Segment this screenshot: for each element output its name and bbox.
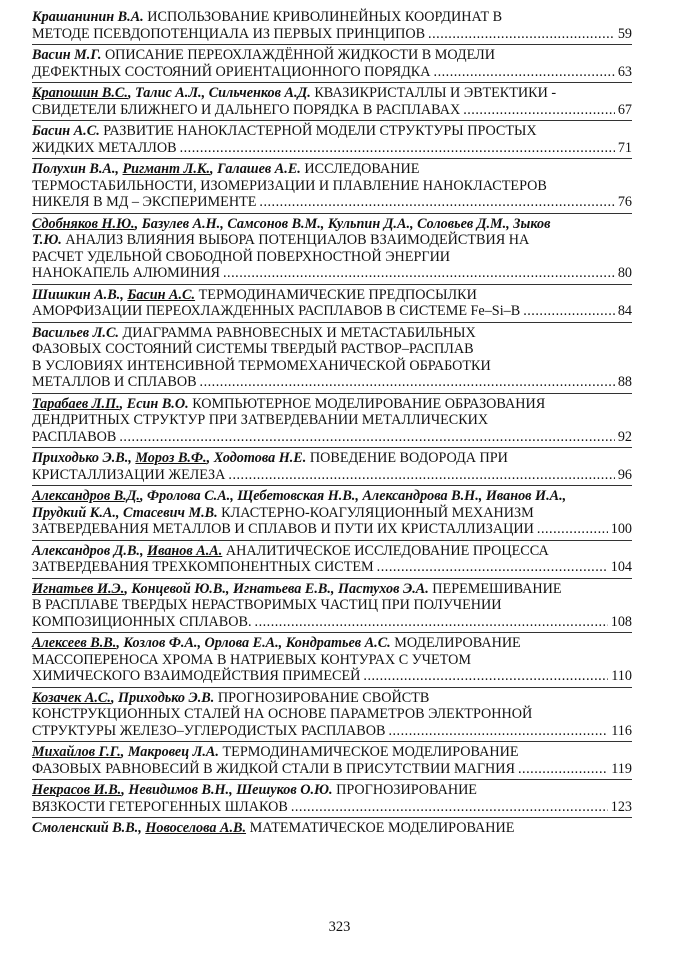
entry-page-number: 104: [610, 559, 632, 575]
article-title: ДЕНДРИТНЫХ СТРУКТУР ПРИ ЗАТВЕРДЕВАНИИ МЕТАЛЛИЧЕСКИХ: [32, 412, 489, 428]
toc-text: [32, 581, 562, 598]
toc-text: [32, 652, 471, 669]
author-name: Тарабаев Л.П.: [32, 395, 120, 412]
toc-text: [32, 690, 429, 707]
author-name: Смоленский В.В.,: [32, 820, 146, 836]
entry-page-number: 100: [610, 521, 632, 537]
toc-line: [32, 761, 632, 778]
toc-line: [32, 597, 632, 614]
toc-text: [32, 161, 419, 178]
author-name: , Базулев А.Н., Самсонов В.М., Кульпин Д.А., Соловьев Д.М., Зыков: [134, 215, 551, 232]
toc-line: [32, 287, 632, 304]
toc-text: [32, 287, 477, 304]
leader-dots: [223, 265, 615, 282]
toc-line: [32, 559, 632, 576]
toc-line: [32, 358, 632, 375]
entry-page-number: 119: [611, 760, 632, 777]
article-title: ИССЛЕДОВАНИЕ: [300, 161, 420, 177]
author-name: Иванов А.А.: [147, 542, 223, 559]
toc-line: [32, 303, 632, 320]
leader-dots: [377, 559, 608, 576]
toc-line: [32, 505, 632, 522]
author-name: , Невидимов В.Н., Шешуков О.Ю.: [121, 782, 333, 798]
author-name: Крашанинин В.А.: [32, 9, 144, 25]
leader-dots: [259, 194, 614, 211]
toc-text: [32, 140, 177, 157]
toc-text: [32, 429, 116, 446]
entry-page-number: 80: [617, 265, 632, 281]
toc-line: [32, 782, 632, 799]
article-title: ПОВЕДЕНИЕ ВОДОРОДА ПРИ: [306, 450, 508, 466]
toc-entry: [32, 85, 632, 118]
author-name: Некрасов И.В.: [32, 782, 122, 798]
article-title: РАСПЛАВОВ: [32, 428, 117, 445]
toc-line: [32, 64, 632, 81]
toc-line: [32, 668, 632, 685]
toc-line: [32, 123, 632, 140]
leader-dots: [291, 799, 608, 816]
toc-line: [32, 47, 632, 64]
article-title: КОМПОЗИЦИОННЫХ СПЛАВОВ.: [32, 613, 252, 630]
article-title: ОПИСАНИЕ ПЕРЕОХЛАЖДЁННОЙ ЖИДКОСТИ В МОДЕЛИ: [101, 47, 495, 63]
toc-entry: [32, 325, 632, 391]
toc-text: [32, 723, 385, 740]
toc-line: [32, 467, 632, 484]
toc-line: [32, 799, 632, 816]
toc-text: [32, 9, 502, 26]
article-title: АНАЛИТИЧЕСКОЕ ИССЛЕДОВАНИЕ ПРОЦЕССА: [222, 542, 549, 559]
toc-line: [32, 652, 632, 669]
article-title: РАЗВИТИЕ НАНОКЛАСТЕРНОЙ МОДЕЛИ СТРУКТУРЫ ПРОСТЫХ: [99, 123, 537, 139]
author-name: , Макровец Л.А.: [120, 744, 219, 760]
toc-line: [32, 396, 632, 413]
leader-dots: [434, 64, 615, 81]
toc-entry: [32, 9, 632, 42]
author-name: , Галашев А.Е.: [210, 161, 301, 177]
entry-page-number: 110: [611, 668, 632, 684]
article-title: В РАСПЛАВЕ ТВЕРДЫХ НЕРАСТВОРИМЫХ ЧАСТИЦ ПРИ ПОЛУЧЕНИИ: [32, 597, 502, 613]
article-title: СТРУКТУРЫ ЖЕЛЕЗО–УГЛЕРОДИСТЫХ РАСПЛАВОВ: [32, 722, 386, 739]
table-of-contents: [32, 9, 632, 842]
toc-line: [32, 194, 632, 211]
toc-line: [32, 744, 632, 761]
toc-text: [32, 543, 549, 560]
entry-page-number: 71: [617, 139, 632, 156]
toc-line: [32, 723, 632, 740]
toc-text: [32, 706, 532, 723]
toc-line: [32, 265, 632, 282]
toc-text: [32, 194, 256, 211]
leader-dots: [228, 467, 614, 484]
article-title: АНАЛИЗ ВЛИЯНИЯ ВЫБОРА ПОТЕНЦИАЛОВ ВЗАИМОДЕЙСТВИЯ НА: [61, 232, 530, 248]
entry-page-number: 76: [617, 194, 632, 210]
article-title: МЕТОДЕ ПСЕВДОПОТЕНЦИАЛА ИЗ ПЕРВЫХ ПРИНЦИПОВ: [32, 25, 426, 42]
toc-line: [32, 820, 632, 837]
article-title: КЛАСТЕРНО-КОАГУЛЯЦИОННЫЙ МЕХАНИЗМ: [217, 504, 534, 521]
toc-text: [32, 374, 197, 391]
toc-line: [32, 412, 632, 429]
article-title: КРИСТАЛЛИЗАЦИИ ЖЕЛЕЗА: [32, 466, 226, 483]
article-title: КВАЗИКРИСТАЛЛЫ И ЭВТЕКТИКИ -: [310, 85, 557, 101]
article-title: КОНСТРУКЦИОННЫХ СТАЛЕЙ НА ОСНОВЕ ПАРАМЕТРОВ ЭЛЕКТРОННОЙ: [32, 706, 533, 722]
toc-line: [32, 9, 632, 26]
toc-line: [32, 341, 632, 358]
article-title: ЗАТВЕРДЕВАНИЯ МЕТАЛЛОВ И СПЛАВОВ И ПУТИ ИХ КРИСТАЛЛИЗАЦИИ: [32, 521, 534, 537]
toc-entry: [32, 782, 632, 815]
toc-entry: [32, 820, 632, 837]
entry-page-number: 108: [610, 613, 632, 630]
leader-dots: [200, 374, 615, 391]
toc-text: [32, 668, 360, 685]
author-name: Александров Д.В.,: [32, 542, 148, 559]
toc-text: [32, 265, 220, 282]
toc-line: [32, 488, 632, 505]
author-name: Козачек А.С.: [32, 689, 111, 706]
author-name: , Ходотова Н.Е.: [206, 450, 307, 466]
author-name: Игнатьев И.Э.: [32, 580, 125, 597]
article-title: МОДЕЛИРОВАНИЕ: [390, 635, 521, 651]
article-title: НАНОКАПЕЛЬ АЛЮМИНИЯ: [32, 265, 220, 281]
leader-dots: [119, 429, 614, 446]
author-name: Приходько Э.В.,: [32, 450, 136, 466]
toc-text: [32, 303, 520, 320]
toc-line: [32, 161, 632, 178]
toc-text: [32, 47, 495, 64]
toc-text: [32, 505, 534, 522]
toc-line: [32, 450, 632, 467]
article-title: ИСПОЛЬЗОВАНИЕ КРИВОЛИНЕЙНЫХ КООРДИНАТ В: [143, 9, 503, 25]
toc-entry: [32, 396, 632, 446]
toc-line: [32, 102, 632, 119]
author-name: Сдобняков Н.Ю.: [32, 215, 135, 232]
toc-text: [32, 559, 374, 576]
article-title: КОМПЬЮТЕРНОЕ МОДЕЛИРОВАНИЕ ОБРАЗОВАНИЯ: [188, 395, 546, 412]
leader-dots: [523, 303, 615, 320]
entry-page-number: 63: [617, 63, 632, 80]
author-name: Полухин В.А.,: [32, 161, 123, 177]
article-title: В УСЛОВИЯХ ИНТЕНСИВНОЙ ТЕРМОМЕХАНИЧЕСКОЙ ОБРАБОТКИ: [32, 357, 491, 374]
entry-page-number: 59: [617, 25, 632, 42]
toc-entry: [32, 635, 632, 685]
toc-text: [32, 820, 514, 837]
article-title: ХИМИЧЕСКОГО ВЗАИМОДЕЙСТВИЯ ПРИМЕСЕЙ: [32, 668, 361, 684]
toc-text: [32, 396, 545, 413]
toc-line: [32, 85, 632, 102]
entry-page-number: 92: [617, 428, 632, 445]
entry-page-number: 116: [611, 722, 632, 739]
author-name: Т.Ю.: [32, 232, 62, 248]
entry-page-number: 88: [617, 374, 632, 390]
toc-text: [32, 178, 547, 195]
toc-text: [32, 744, 519, 761]
toc-entry: [32, 581, 632, 631]
toc-line: [32, 216, 632, 233]
toc-entry: [32, 488, 632, 538]
toc-text: [32, 358, 491, 375]
entry-page-number: 84: [617, 303, 632, 319]
toc-entry: [32, 123, 632, 156]
toc-text: [32, 761, 515, 778]
toc-entry: [32, 47, 632, 80]
toc-text: [32, 782, 477, 799]
author-name: Васин М.Г.: [32, 47, 102, 63]
toc-entry: [32, 216, 632, 282]
article-title: ФАЗОВЫХ РАВНОВЕСИЙ В ЖИДКОЙ СТАЛИ В ПРИСУТСТВИИ МАГНИЯ: [32, 760, 515, 777]
toc-text: [32, 488, 566, 505]
leader-dots: [180, 140, 615, 157]
article-title: ВЯЗКОСТИ ГЕТЕРОГЕННЫХ ШЛАКОВ: [32, 798, 288, 815]
author-name: , Концевой Ю.В., Игнатьева Е.В., Пастухов Э.А.: [124, 580, 429, 597]
toc-line: [32, 635, 632, 652]
article-title: ДЕФЕКТНЫХ СОСТОЯНИЙ ОРИЕНТАЦИОННОГО ПОРЯДКА: [32, 63, 431, 80]
article-title: ФАЗОВЫХ СОСТОЯНИЙ СИСТЕМЫ ТВЕРДЫЙ РАСТВОР–РАСПЛАВ: [32, 341, 474, 357]
toc-text: [32, 102, 460, 119]
toc-line: [32, 614, 632, 631]
toc-line: [32, 178, 632, 195]
author-name: Басин А.С.: [32, 123, 100, 139]
toc-text: [32, 521, 534, 538]
author-name: , Фролова С.А., Щебетовская Н.В., Александрова В.Н., Иванов И.А.,: [139, 488, 567, 504]
leader-dots: [518, 761, 608, 778]
toc-text: [32, 64, 431, 81]
article-title: ПЕРЕМЕШИВАНИЕ: [428, 580, 562, 597]
toc-entry: [32, 744, 632, 777]
article-title: АМОРФИЗАЦИИ ПЕРЕОХЛАЖДЕННЫХ РАСПЛАВОВ В СИСТЕМЕ Fe–Si–B: [32, 303, 521, 319]
toc-text: [32, 216, 550, 233]
toc-text: [32, 614, 252, 631]
toc-entry: [32, 287, 632, 320]
article-title: ПРОГНОЗИРОВАНИЕ СВОЙСТВ: [214, 689, 430, 706]
article-title: РАСЧЕТ УДЕЛЬНОЙ СВОБОДНОЙ ПОВЕРХНОСТНОЙ ЭНЕРГИИ: [32, 248, 451, 265]
author-name: Басин А.С.: [127, 286, 196, 303]
toc-text: [32, 799, 288, 816]
toc-text: [32, 467, 225, 484]
toc-text: [32, 232, 529, 249]
toc-entry: [32, 161, 632, 211]
toc-line: [32, 690, 632, 707]
author-name: Александров В.Д.: [32, 488, 140, 504]
toc-entry: [32, 450, 632, 483]
toc-text: [32, 597, 502, 614]
author-name: Алексеев В.В.: [32, 635, 117, 651]
author-name: , Приходько Э.В.: [110, 689, 215, 706]
author-name: Васильев Л.С.: [32, 324, 119, 341]
leader-dots: [363, 668, 608, 685]
toc-text: [32, 635, 521, 652]
toc-line: [32, 232, 632, 249]
author-name: Новоселова А.В.: [145, 820, 247, 836]
entry-page-number: 96: [617, 466, 632, 483]
author-name: Крапошин В.С.: [32, 85, 128, 101]
toc-line: [32, 249, 632, 266]
toc-text: [32, 123, 537, 140]
toc-line: [32, 521, 632, 538]
article-title: НИКЕЛЯ В МД – ЭКСПЕРИМЕНТЕ: [32, 194, 257, 210]
leader-dots: [463, 102, 615, 119]
toc-text: [32, 325, 476, 342]
toc-line: [32, 140, 632, 157]
toc-text: [32, 450, 508, 467]
page-number: 323: [328, 919, 351, 935]
toc-text: [32, 412, 488, 429]
author-name: , Козлов Ф.А., Орлова Е.А., Кондратьев А.С.: [116, 635, 391, 651]
article-title: ЗАТВЕРДЕВАНИЯ ТРЕХКОМПОНЕНТНЫХ СИСТЕМ: [32, 559, 374, 575]
toc-text: [32, 249, 450, 266]
toc-entry: [32, 690, 632, 740]
toc-line: [32, 374, 632, 391]
article-title: МАССОПЕРЕНОСА ХРОМА В НАТРИЕВЫХ КОНТУРАХ С УЧЕТОМ: [32, 651, 472, 668]
leader-dots: [428, 26, 615, 43]
article-title: МАТЕМАТИЧЕСКОЕ МОДЕЛИРОВАНИЕ: [246, 820, 515, 836]
toc-line: [32, 429, 632, 446]
author-name: Прудкий К.А., Стасевич М.В.: [32, 504, 218, 521]
author-name: Мороз В.Ф.: [135, 450, 207, 466]
toc-line: [32, 581, 632, 598]
toc-line: [32, 706, 632, 723]
author-name: Ригмант Л.К.: [122, 161, 211, 177]
author-name: , Есин В.О.: [119, 395, 189, 412]
toc-text: [32, 26, 425, 43]
article-title: ТЕРМОДИНАМИЧЕСКИЕ ПРЕДПОСЫЛКИ: [195, 286, 477, 303]
toc-text: [32, 85, 556, 102]
article-title: ПРОГНОЗИРОВАНИЕ: [332, 782, 477, 798]
author-name: , Талис А.Л., Сильченков А.Д.: [127, 85, 311, 101]
author-name: Михайлов Г.Г.: [32, 744, 121, 760]
toc-line: [32, 325, 632, 342]
entry-page-number: 123: [610, 798, 632, 815]
article-title: ТЕРМОСТАБИЛЬНОСТИ, ИЗОМЕРИЗАЦИИ И ПЛАВЛЕНИЕ НАНОКЛАСТЕРОВ: [32, 177, 547, 194]
leader-dots: [388, 723, 608, 740]
toc-entry: [32, 543, 632, 576]
author-name: Шишкин А.В.,: [32, 286, 128, 303]
leader-dots: [255, 614, 608, 631]
entry-page-number: 67: [617, 101, 632, 118]
article-title: СВИДЕТЕЛИ БЛИЖНЕГО И ДАЛЬНЕГО ПОРЯДКА В РАСПЛАВАХ: [32, 101, 461, 118]
article-title: ТЕРМОДИНАМИЧЕСКОЕ МОДЕЛИРОВАНИЕ: [218, 744, 519, 760]
article-title: ЖИДКИХ МЕТАЛЛОВ: [32, 139, 177, 156]
leader-dots: [537, 521, 608, 538]
article-title: ДИАГРАММА РАВНОВЕСНЫХ И МЕТАСТАБИЛЬНЫХ: [118, 324, 476, 341]
toc-text: [32, 341, 474, 358]
toc-line: [32, 543, 632, 560]
article-title: МЕТАЛЛОВ И СПЛАВОВ: [32, 374, 197, 390]
toc-line: [32, 26, 632, 43]
